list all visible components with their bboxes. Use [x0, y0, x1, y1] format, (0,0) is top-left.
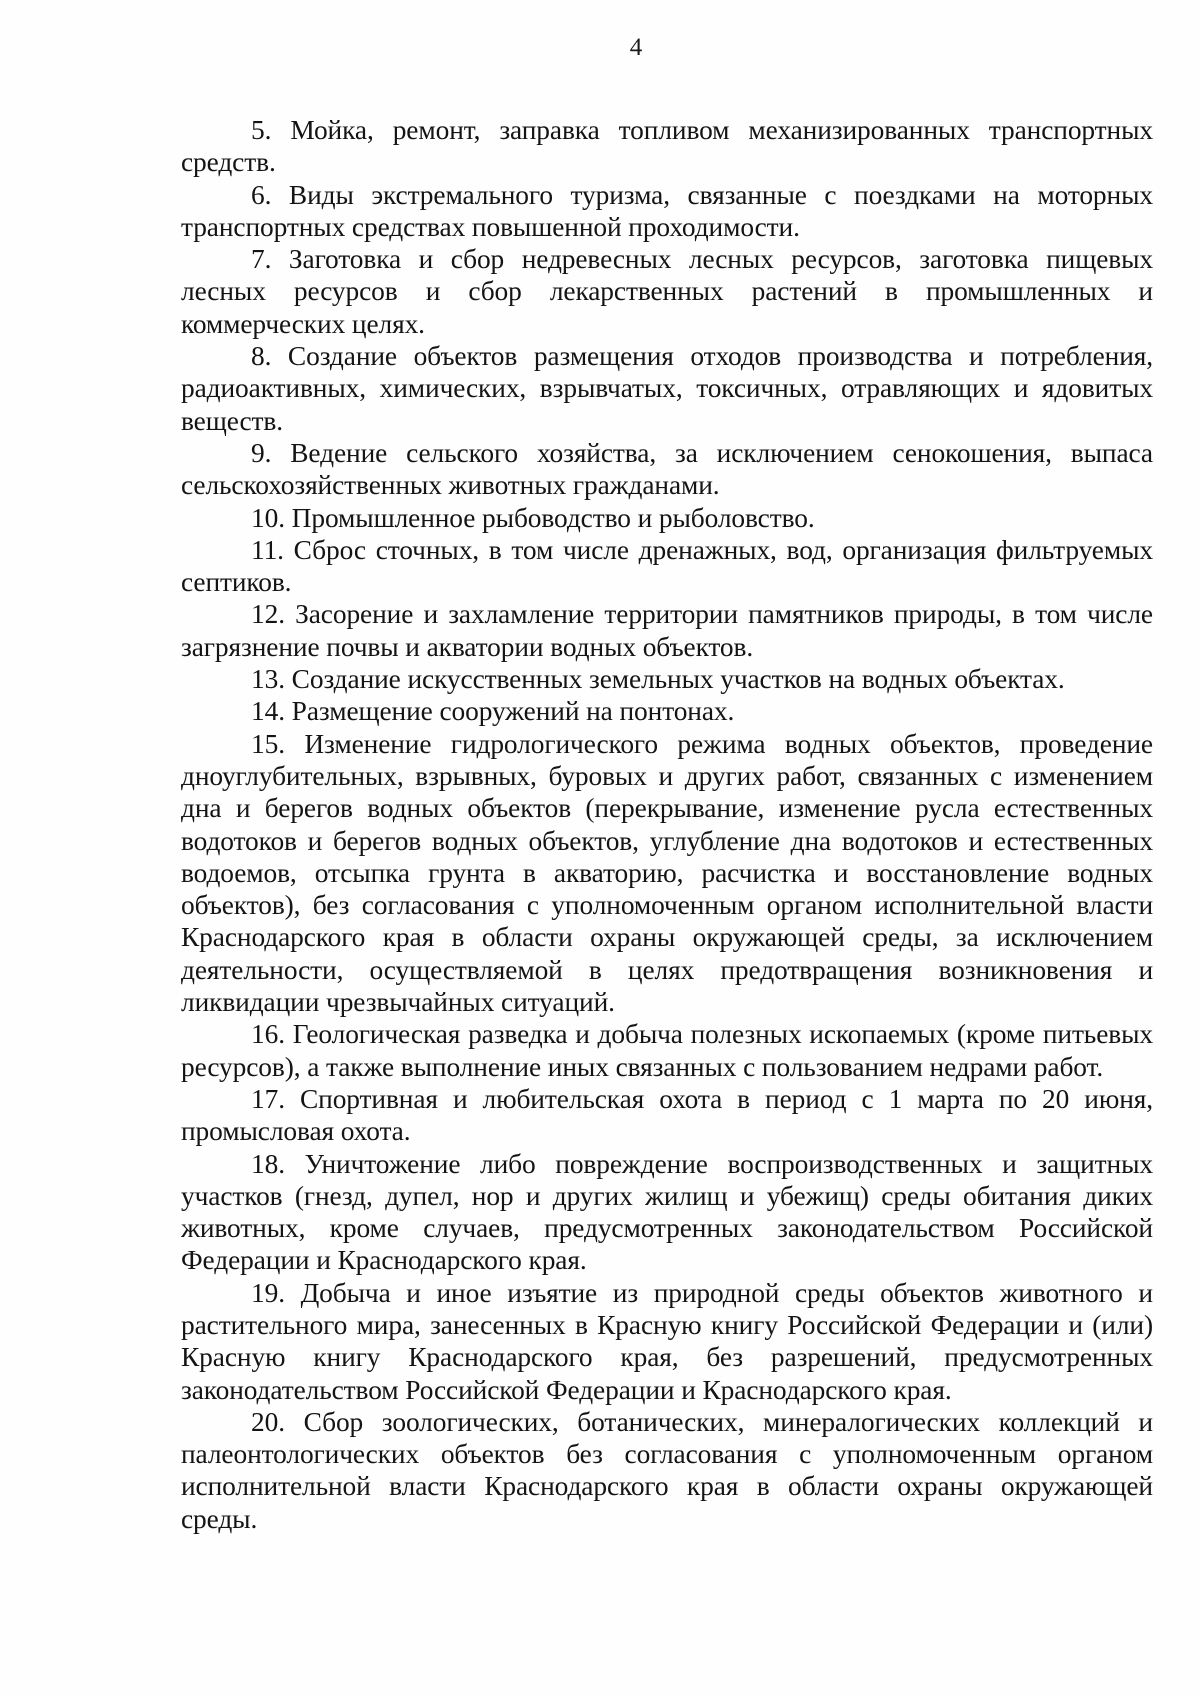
list-item: 20. Сбор зоологических, ботанических, минералогических коллекций и палеонтологических объектов без согласования с уполномоченным органом исполнительной власти Краснодарского края в области охраны окружающей среды. [181, 1406, 1153, 1534]
list-item: 11. Сброс сточных, в том числе дренажных, вод, организация фильтруемых септиков. [181, 534, 1153, 598]
list-item: 17. Спортивная и любительская охота в период с 1 марта по 20 июня, промысловая охота. [181, 1083, 1153, 1147]
list-item: 16. Геологическая разведка и добыча полезных ископаемых (кроме питьевых ресурсов), а также выполнение иных связанных с пользованием недрами работ. [181, 1019, 1153, 1082]
list-item: 5. Мойка, ремонт, заправка топливом механизированных транспортных средств. [181, 115, 1153, 178]
list-item: 8. Создание объектов размещения отходов производства и потребления, радиоактивных, химических, взрывчатых, токсичных, отравляющих и ядовитых веществ. [181, 341, 1153, 436]
list-item: 7. Заготовка и сбор недревесных лесных ресурсов, заготовка пищевых лесных ресурсов и сбор лекарственных растений в промышленных и коммерческих целях. [181, 244, 1153, 339]
list-item: 10. Промышленное рыбоводство и рыболовство. [251, 502, 815, 533]
list-item: 12. Засорение и захламление территории памятников природы, в том числе загрязнение почвы и акватории водных объектов. [181, 599, 1153, 662]
list-item: 14. Размещение сооружений на понтонах. [251, 696, 735, 727]
list-item: 19. Добыча и иное изъятие из природной среды объектов животного и растительного мира, занесенных в Красную книгу Российской Федерации и (или) Красную книгу Краснодарского края, без разрешений, предусмотренных законодательством Российской Федерации и Краснодарского края. [181, 1277, 1153, 1405]
list-item: 18. Уничтожение либо повреждение воспроизводственных и защитных участков (гнезд, дупел, нор и других жилищ и убежищ) среды обитания диких животных, кроме случаев, предусмотренных законодательством Российской Федерации и Краснодарского края. [181, 1148, 1153, 1276]
prohibited-activities-list [181, 114, 1153, 1535]
list-item: 6. Виды экстремального туризма, связанные с поездками на моторных транспортных средствах повышенной проходимости. [181, 179, 1153, 242]
list-item: 15. Изменение гидрологического режима водных объектов, проведение дноуглубительных, взрывных, буровых и других работ, связанных с изменением дна и берегов водных объектов (перекрывание, изменение русла естественных водотоков и берегов водных объектов, углубление дна водотоков и естественных водоемов, отсыпка грунта в акваторию, расчистка и восстановление водных объектов), без согласования с уполномоченным органом исполнительной власти Краснодарского края в области охраны окружающей среды, за исключением деятельности, осуществляемой в целях предотвращения возникновения и ликвидации чрезвычайных ситуаций. [181, 728, 1153, 1018]
page-number: 4 [629, 34, 643, 61]
list-item: 9. Ведение сельского хозяйства, за исключением сенокошения, выпаса сельскохозяйственных животных гражданами. [181, 437, 1153, 501]
list-item: 13. Создание искусственных земельных участков на водных объектах. [251, 664, 1065, 695]
